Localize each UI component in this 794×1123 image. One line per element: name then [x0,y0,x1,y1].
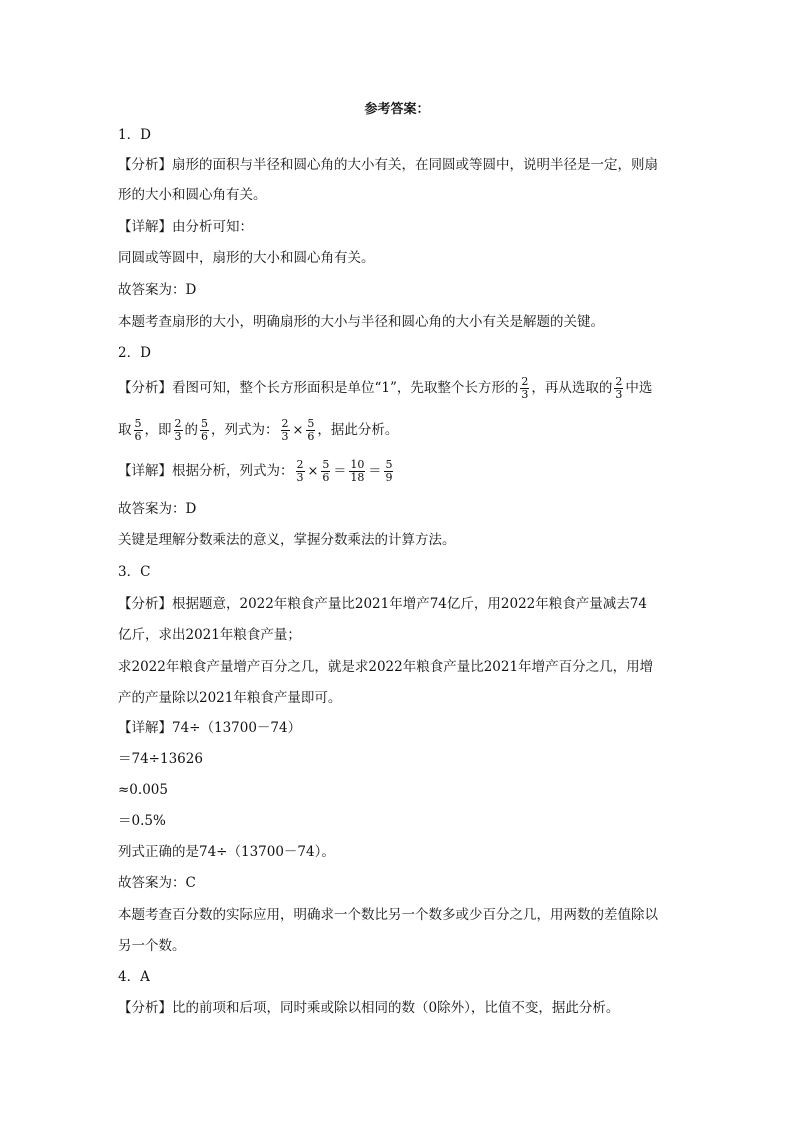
q3-analysis-line3: 求2022年粮食产量增产百分之几，就是求2022年粮食产量比2021年增产百分之几，用增 [118,659,654,675]
q3-detail-line5: 列式正确的是74÷（13700－74）。 [118,844,335,860]
q2-summary: 关键是理解分数乘法的意义，掌握分数乘法的计算方法。 [118,532,456,548]
q3-analysis-line2: 亿斤，求出2021年粮食产量； [118,627,301,643]
fraction: $\frac{5}{9}$ [385,458,393,484]
equals-sign: ＝ [333,464,347,479]
q1-heading: 1．D [118,127,151,143]
q3-summary-line1: 本题考查百分数的实际应用，明确求一个数比另一个数多或少百分之几，用两数的差值除以 [118,907,658,923]
q2-analysis-text: ，再从选取的 [531,380,613,396]
q2-detail-text: 【详解】根据分析，列式为： [118,463,294,479]
q2-analysis-line2 [118,418,678,443]
fraction: $\frac{5}{6}$ [201,417,208,443]
q3-analysis-line1: 【分析】根据题意，2022年粮食产量比2021年增产74亿斤，用2022年粮食产量减去74 [118,596,647,612]
q3-analysis-line4: 产的产量除以2021年粮食产量即可。 [118,690,342,706]
q3-summary-line2: 另一个数。 [118,938,186,954]
q2-analysis-text: 中选 [625,380,653,396]
q2-analysis-text: ，据此分析。 [317,422,399,438]
q3-detail-line3: ≈0.005 [118,782,168,798]
fraction: $\frac{2}{3}$ [296,458,304,484]
fraction: $\frac{5}{6}$ [134,417,142,443]
q2-heading: 2．D [118,345,151,361]
q2-analysis-line1 [118,376,678,401]
q1-answer: 故答案为：D [118,282,197,298]
q4-heading: 4．A [118,969,150,985]
q1-detail-line2: 同圆或等圆中，扇形的大小和圆心角有关。 [118,250,375,266]
fraction: $\frac{2}{3}$ [521,375,529,401]
equals-sign: ＝ [368,464,382,479]
fraction: $\frac{5}{6}$ [322,458,330,484]
q2-analysis-text: 【分析】看图可知，整个长方形面积是单位“1”，先取整个长方形的 [118,380,519,396]
q4-analysis-line1: 【分析】比的前项和后项，同时乘或除以相同的数（0除外），比值不变，据此分析。 [118,1000,620,1016]
page-title: 参考答案： [364,102,430,117]
times-sign: × [292,423,304,438]
q1-summary: 本题考查扇形的大小，明确扇形的大小与半径和圆心角的大小有关是解题的关键。 [118,314,604,330]
q1-analysis-line1: 【分析】扇形的面积与半径和圆心角的大小有关，在同圆或等圆中，说明半径是一定，则扇 [118,157,658,173]
q2-analysis-text: ，列式为： [211,422,279,438]
q3-heading: 3．C [118,564,151,580]
q1-analysis-line2: 形的大小和圆心角有关。 [118,187,267,203]
q3-answer: 故答案为：C [118,875,196,891]
q3-detail-line1: 【详解】74÷（13700－74） [118,720,302,736]
times-sign: × [307,464,319,479]
q2-analysis-text: 的 [184,422,198,438]
q3-detail-line2: ＝74÷13626 [118,751,203,767]
q3-detail-line4: ＝0.5% [118,813,166,829]
fraction: $\frac{10}{18}$ [350,458,365,484]
q2-answer: 故答案为：D [118,501,197,517]
fraction: $\frac{5}{6}$ [307,417,315,443]
q2-analysis-text: 取 [118,422,132,438]
fraction: $\frac{2}{3}$ [281,417,289,443]
q2-detail-line [118,459,678,484]
fraction: $\frac{2}{3}$ [615,375,623,401]
fraction: $\frac{2}{3}$ [174,417,182,443]
q2-analysis-text: ，即 [144,422,172,438]
q1-detail-line1: 【详解】由分析可知： [118,219,253,235]
